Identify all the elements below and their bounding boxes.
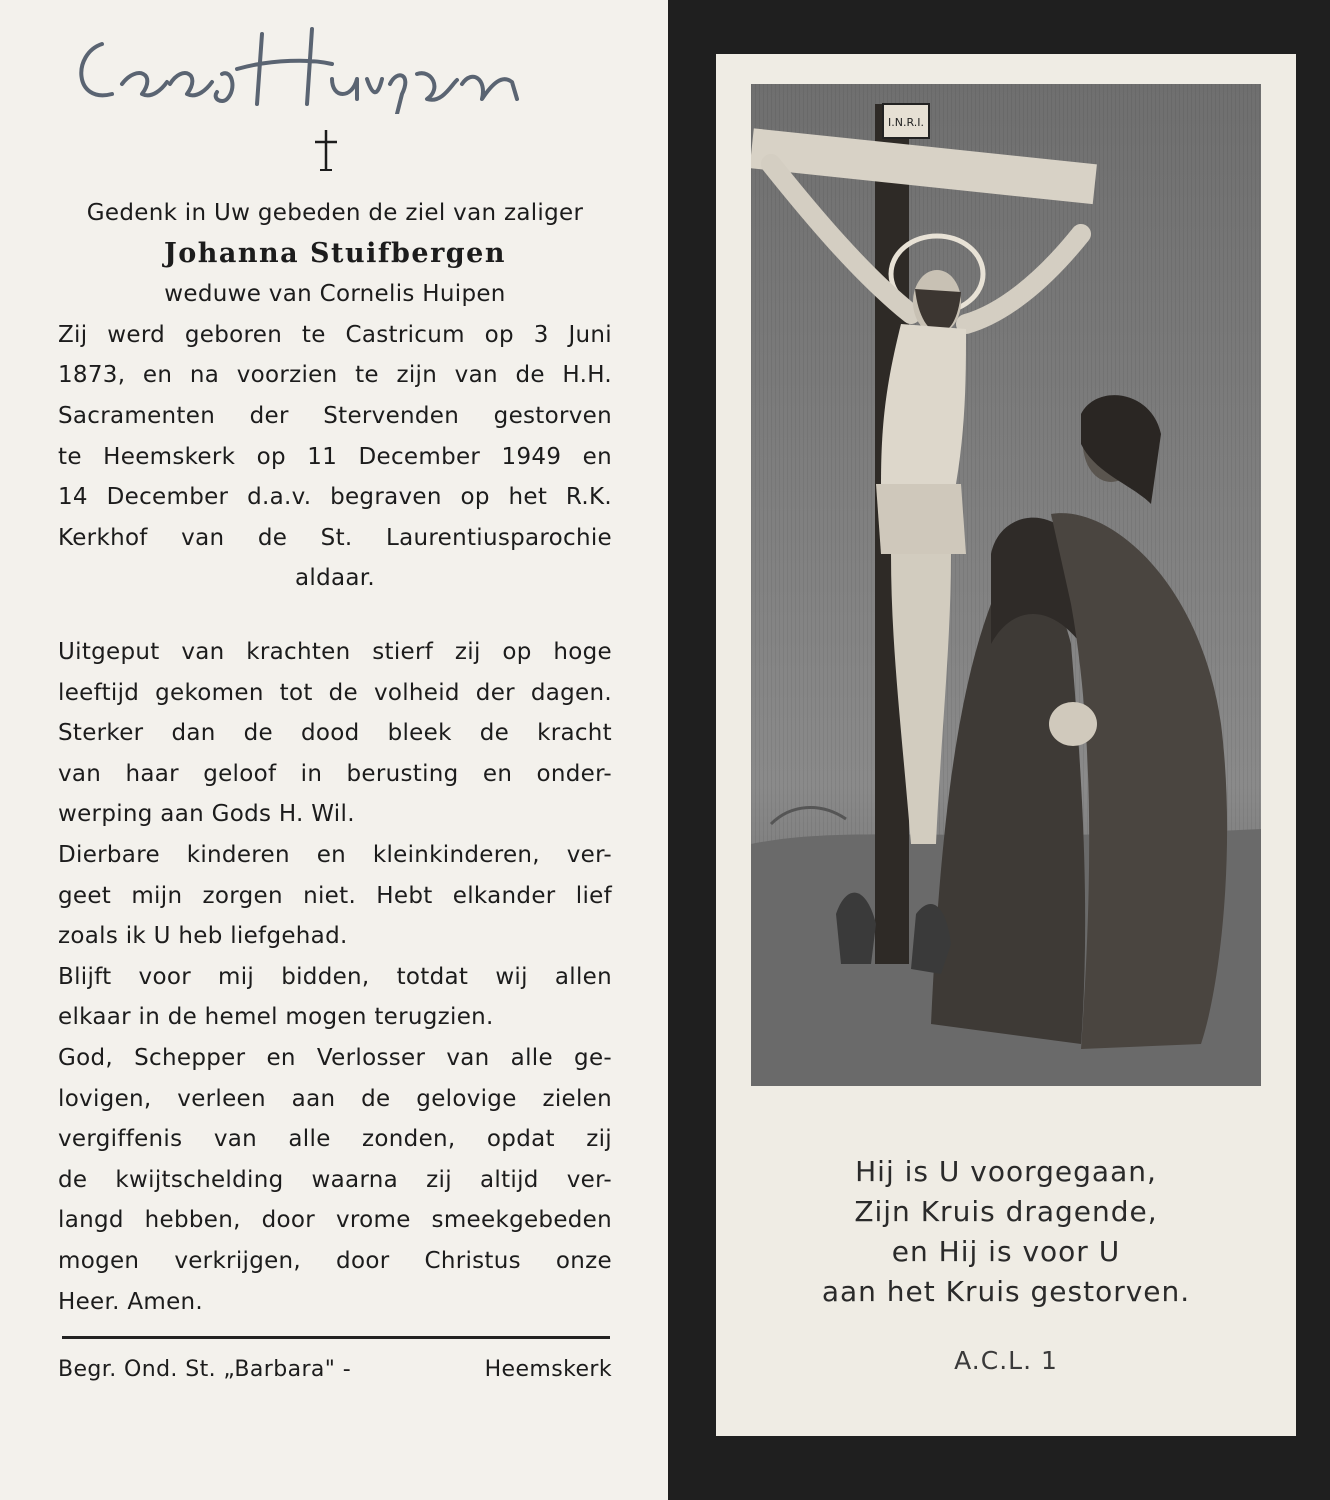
intro-section xyxy=(58,193,612,599)
bio-line: te Heemskerk op 11 December 1949 en xyxy=(58,443,612,470)
prayer-line: Sterker dan de dood bleek de kracht xyxy=(58,720,612,747)
prayer-line: zoals ik U heb liefgehad. xyxy=(58,923,348,950)
prayer-line: vergiffenis van alle zonden, opdat zij xyxy=(58,1126,612,1153)
signature-stroke-icon xyxy=(62,14,622,114)
bio-last-line: aldaar. xyxy=(294,565,376,592)
divider xyxy=(62,1336,610,1339)
crucifixion-illustration xyxy=(751,84,1261,1086)
bio-line: Kerkhof van de St. Laurentiusparochie xyxy=(58,524,612,551)
bio-line: 14 December d.a.v. begraven op het R.K. xyxy=(58,484,612,511)
bio-line: Sacramenten der Stervenden gestorven xyxy=(58,402,612,429)
prayer-line: lovigen, verleen aan de gelovige zielen xyxy=(58,1085,612,1112)
footer-undertaker: Begr. Ond. St. „Barbara" - xyxy=(58,1357,352,1382)
handwritten-signature xyxy=(62,14,622,114)
prayer-line: God, Schepper en Verlosser van alle ge- xyxy=(58,1044,612,1071)
prayer-line: langd hebben, door vrome smeekgebeden xyxy=(58,1207,612,1234)
prayer-line: Dierbare kinderen en kleinkinderen, ver- xyxy=(58,841,612,868)
inri-label: I.N.R.I. xyxy=(888,116,924,129)
prayer-line: Heer. Amen. xyxy=(58,1288,204,1315)
prayer-line: Uitgeput van krachten stierf zij op hoge xyxy=(58,639,612,665)
cross-icon xyxy=(308,128,344,172)
verse-line: Hij is U voorgegaan, xyxy=(855,1155,1157,1188)
verse-line: en Hij is voor U xyxy=(891,1235,1121,1268)
bio-line: Zij werd geboren te Castricum op 3 Juni xyxy=(58,321,612,348)
prayer-line: de kwijtschelding waarna zij altijd ver- xyxy=(58,1166,612,1193)
verse-line: aan het Kruis gestorven. xyxy=(821,1275,1191,1308)
prayer-line: mogen verkrijgen, door Christus onze xyxy=(58,1247,612,1274)
prayer-section xyxy=(58,632,612,1322)
intro-line: Gedenk in Uw gebeden de ziel van zaliger xyxy=(86,200,584,226)
footer xyxy=(58,1352,612,1388)
prayer-line: van haar geloof in berusting en onder- xyxy=(58,760,612,787)
prayer-line: leeftijd gekomen tot de volheid der dagen. xyxy=(58,679,612,706)
prayer-line: geet mijn zorgen niet. Hebt elkander lief xyxy=(58,882,612,909)
verse xyxy=(716,1152,1296,1312)
widow-line: weduwe van Cornelis Huipen xyxy=(164,281,506,308)
crucifixion-icon xyxy=(751,84,1261,1086)
prayer-line: werping aan Gods H. Wil. xyxy=(58,801,355,828)
deceased-name: Johanna Stuifbergen xyxy=(163,237,506,269)
bio-line: 1873, en na voorzien te zijn van de H.H. xyxy=(58,362,612,389)
prayer-line: elkaar in de hemel mogen terugzien. xyxy=(58,1004,494,1031)
image-card xyxy=(716,54,1296,1436)
memorial-card-image-side xyxy=(668,0,1330,1500)
card-code: A.C.L. 1 xyxy=(954,1346,1058,1375)
footer-place: Heemskerk xyxy=(484,1357,612,1382)
verse-line: Zijn Kruis dragende, xyxy=(854,1195,1158,1228)
prayer-line: Blijft voor mij bidden, totdat wij allen xyxy=(58,963,612,990)
